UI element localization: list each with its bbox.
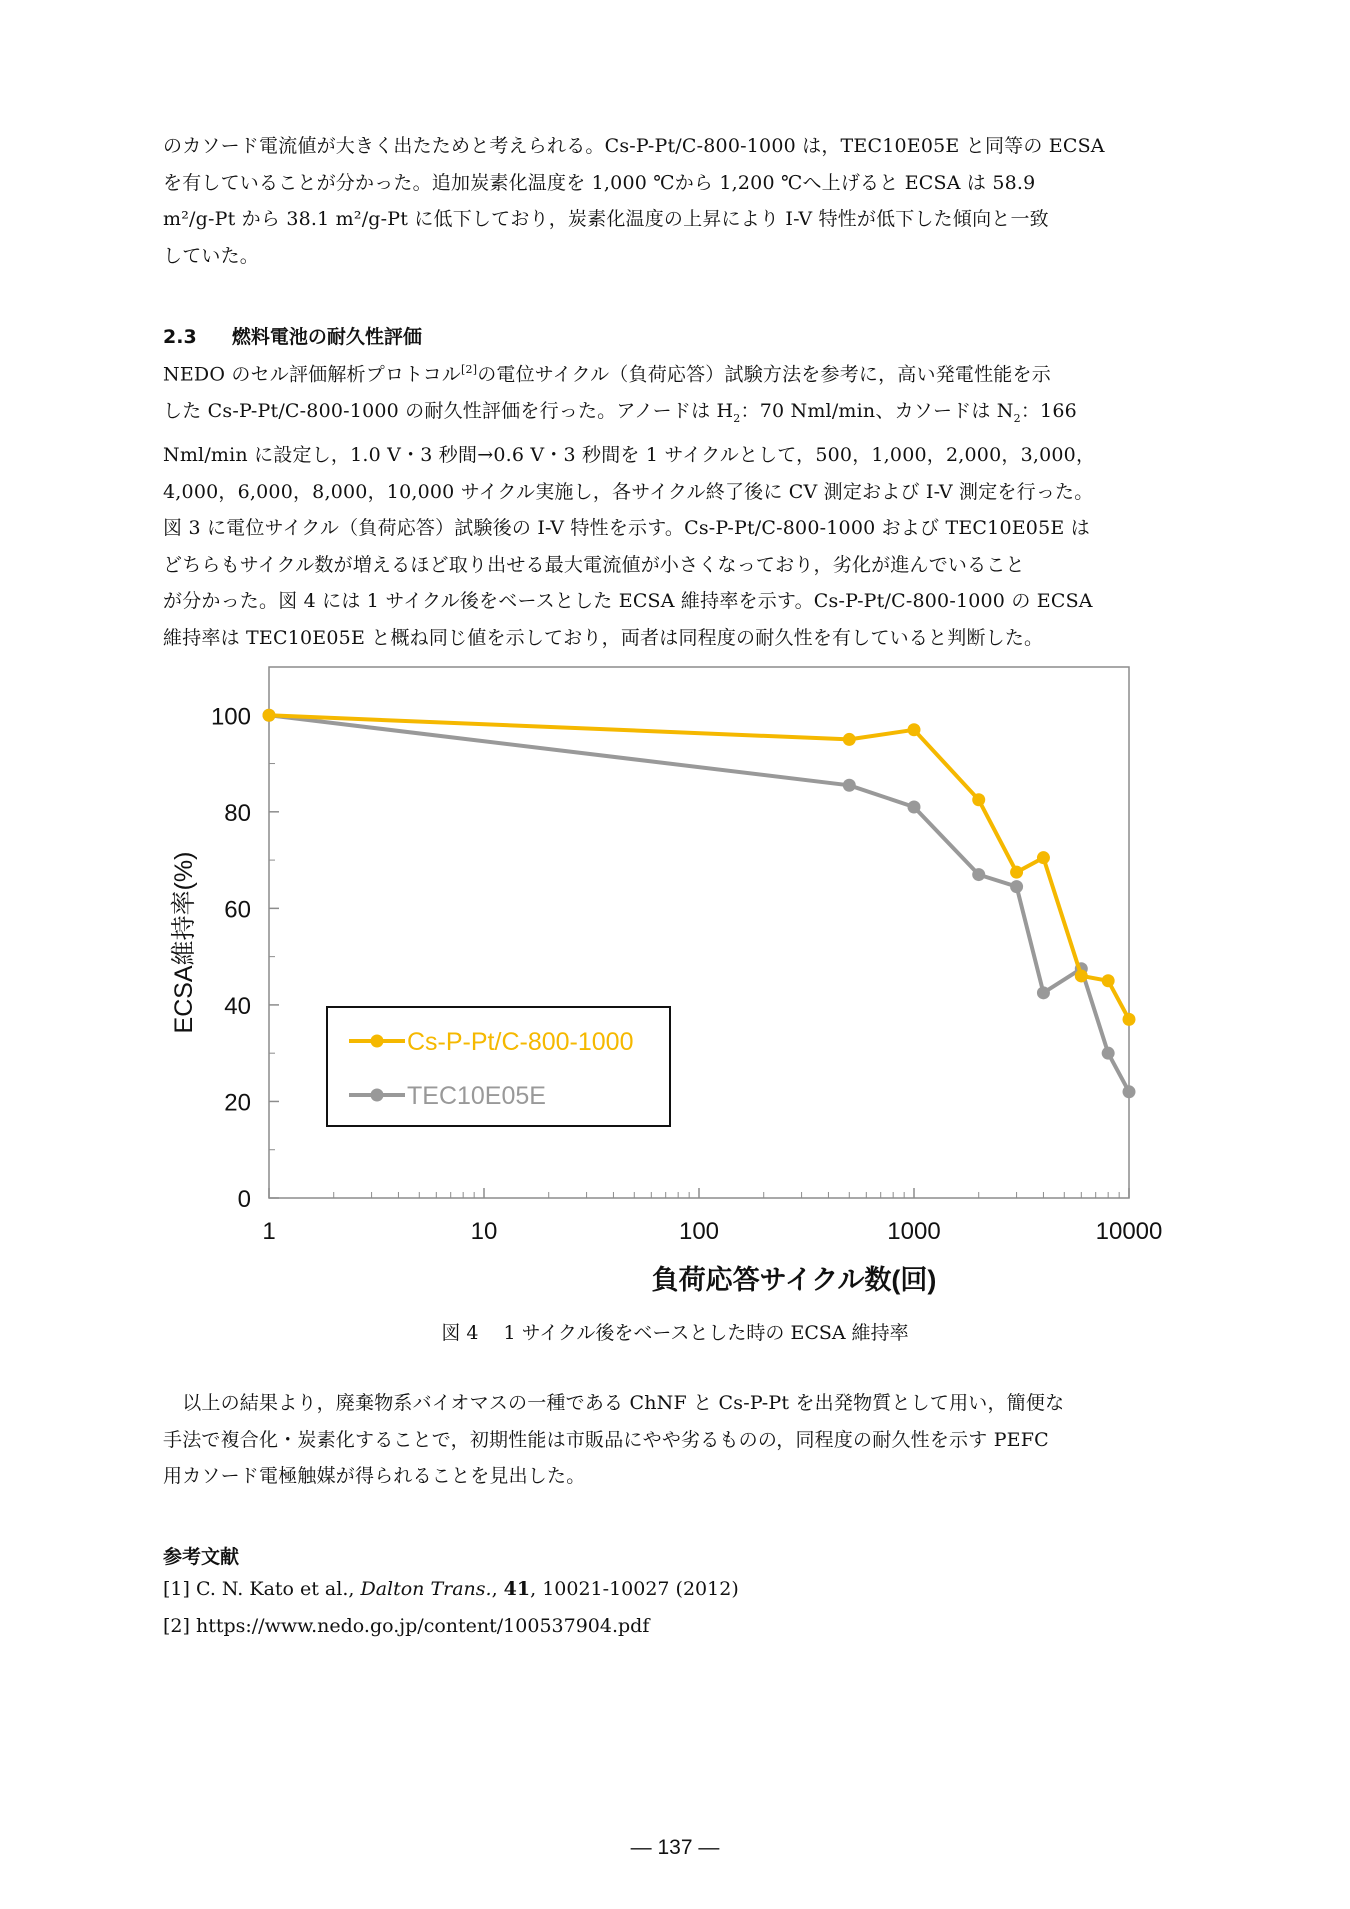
- reference-item: [163, 1578, 739, 1600]
- text-line: 図 3 に電位サイクル（負荷応答）試験後の I-V 特性を示す。Cs-P-Pt/C-800-1000 および TEC10E05E は: [163, 517, 1090, 540]
- y-tick-label: 100: [210, 703, 251, 731]
- citation: [2]: [461, 363, 478, 376]
- text-segment: NEDO のセル評価解析プロトコル: [163, 363, 461, 386]
- y-tick-label: 0: [237, 1186, 251, 1213]
- x-tick-label: 1: [262, 1218, 276, 1245]
- paragraph-durability-method: [163, 352, 1193, 656]
- legend: [327, 1007, 670, 1126]
- text-line: [163, 352, 1193, 393]
- reference-item: [2] https://www.nedo.go.jp/content/100537904.pdf: [163, 1615, 650, 1637]
- section-number: 2.3: [163, 326, 197, 348]
- legend-label: TEC10E05E: [407, 1082, 546, 1110]
- data-point: [843, 733, 856, 746]
- text-line: 維持率は TEC10E05E と概ね同じ値を示しており，両者は同程度の耐久性を有していると判断した。: [163, 626, 1044, 649]
- ref-text: , 10021-10027 (2012): [530, 1578, 739, 1600]
- text-line: どちらもサイクル数が増えるほど取り出せる最大電流値が小さくなっており，劣化が進んでいること: [163, 553, 1025, 576]
- data-point: [1102, 1047, 1115, 1060]
- x-tick-label: 100: [678, 1218, 720, 1245]
- paragraph-conclusion: [163, 1385, 1193, 1495]
- data-point: [908, 800, 921, 813]
- subscript: 2: [733, 411, 741, 425]
- data-point: [1123, 1085, 1136, 1098]
- y-axis-label: ECSA維持率(%): [170, 851, 198, 1034]
- subscript: 2: [1013, 411, 1021, 425]
- text-line: m²/g-Pt から 38.1 m²/g-Pt に低下しており，炭素化温度の上昇により I-V 特性が低下した傾向と一致: [163, 208, 1049, 230]
- ecsa-retention-chart: [170, 660, 1180, 1300]
- section-title: 燃料電池の耐久性評価: [231, 326, 422, 348]
- data-point: [972, 868, 985, 881]
- y-tick-label: 80: [224, 799, 251, 827]
- ref-text: [1] C. N. Kato et al.,: [163, 1578, 361, 1600]
- text-line: 4,000，6,000，8,000，10,000 サイクル実施し，各サイクル終了後に CV 測定および I-V 測定を行った。: [163, 480, 1094, 503]
- x-tick-label: 10000: [1095, 1218, 1163, 1245]
- section-heading: [163, 322, 422, 349]
- ref-volume: 41: [503, 1578, 531, 1600]
- legend-marker: [371, 1089, 384, 1102]
- data-point: [1037, 851, 1050, 864]
- data-point: [1102, 974, 1115, 987]
- data-point: [972, 793, 985, 806]
- legend-label: Cs-P-Pt/C-800-1000: [407, 1028, 634, 1056]
- text-line: が分かった。図 4 には 1 サイクル後をベースとした ECSA 維持率を示す。Cs-P-Pt/C-800-1000 の ECSA: [163, 590, 1093, 613]
- data-point: [263, 709, 276, 722]
- text-line: を有していることが分かった。追加炭素化温度を 1,000 ℃から 1,200 ℃へ上げると ECSA は 58.9: [163, 171, 1036, 194]
- text-line: していた。: [163, 244, 260, 267]
- paragraph-ecsa-result: [163, 128, 1193, 274]
- ref-text: ,: [491, 1578, 504, 1600]
- legend-marker: [371, 1035, 384, 1048]
- text-line: のカソード電流値が大きく出たためと考えられる。Cs-P-Pt/C-800-1000 は，TEC10E05E と同等の ECSA: [163, 135, 1105, 157]
- ref-journal: Dalton Trans.: [360, 1578, 492, 1600]
- text-line: 手法で複合化・炭素化することで，初期性能は市販品にやや劣るものの，同程度の耐久性を示す PEFC: [163, 1428, 1049, 1451]
- text-segment: ：70 Nml/min、カソードは N: [740, 399, 1014, 422]
- data-point: [843, 779, 856, 792]
- data-point: [1037, 986, 1050, 999]
- page-number: — 137 —: [630, 1836, 720, 1859]
- x-axis-label: 負荷応答サイクル数(回): [651, 1265, 937, 1295]
- text-segment: の電位サイクル（負荷応答）試験方法を参考に，高い発電性能を示: [477, 363, 1051, 386]
- data-point: [1123, 1013, 1136, 1026]
- data-point: [1075, 969, 1088, 982]
- text-segment: ：166: [1020, 399, 1077, 422]
- x-tick-label: 10: [470, 1218, 498, 1245]
- text-line: 以上の結果より，廃棄物系バイオマスの一種である ChNF と Cs-P-Pt を出発物質として用い，簡便な: [163, 1392, 1065, 1414]
- y-tick-label: 20: [224, 1089, 251, 1117]
- text-line: [163, 393, 1193, 437]
- data-point: [908, 723, 921, 736]
- data-point: [1010, 880, 1023, 893]
- y-tick-label: 40: [224, 992, 251, 1020]
- data-point: [1010, 866, 1023, 879]
- text-line: Nml/min に設定し，1.0 V・3 秒間→0.6 V・3 秒間を 1 サイクルとして，500，1,000，2,000，3,000，: [163, 444, 1096, 467]
- text-line: 用カソード電極触媒が得られることを見出した。: [163, 1465, 586, 1487]
- figure-caption: 図 4 1 サイクル後をベースとした時の ECSA 維持率: [441, 1322, 909, 1344]
- references-heading: 参考文献: [163, 1546, 240, 1568]
- y-tick-label: 60: [224, 896, 251, 924]
- x-tick-label: 1000: [887, 1218, 941, 1245]
- text-segment: した Cs-P-Pt/C-800-1000 の耐久性評価を行った。アノードは H: [163, 399, 734, 422]
